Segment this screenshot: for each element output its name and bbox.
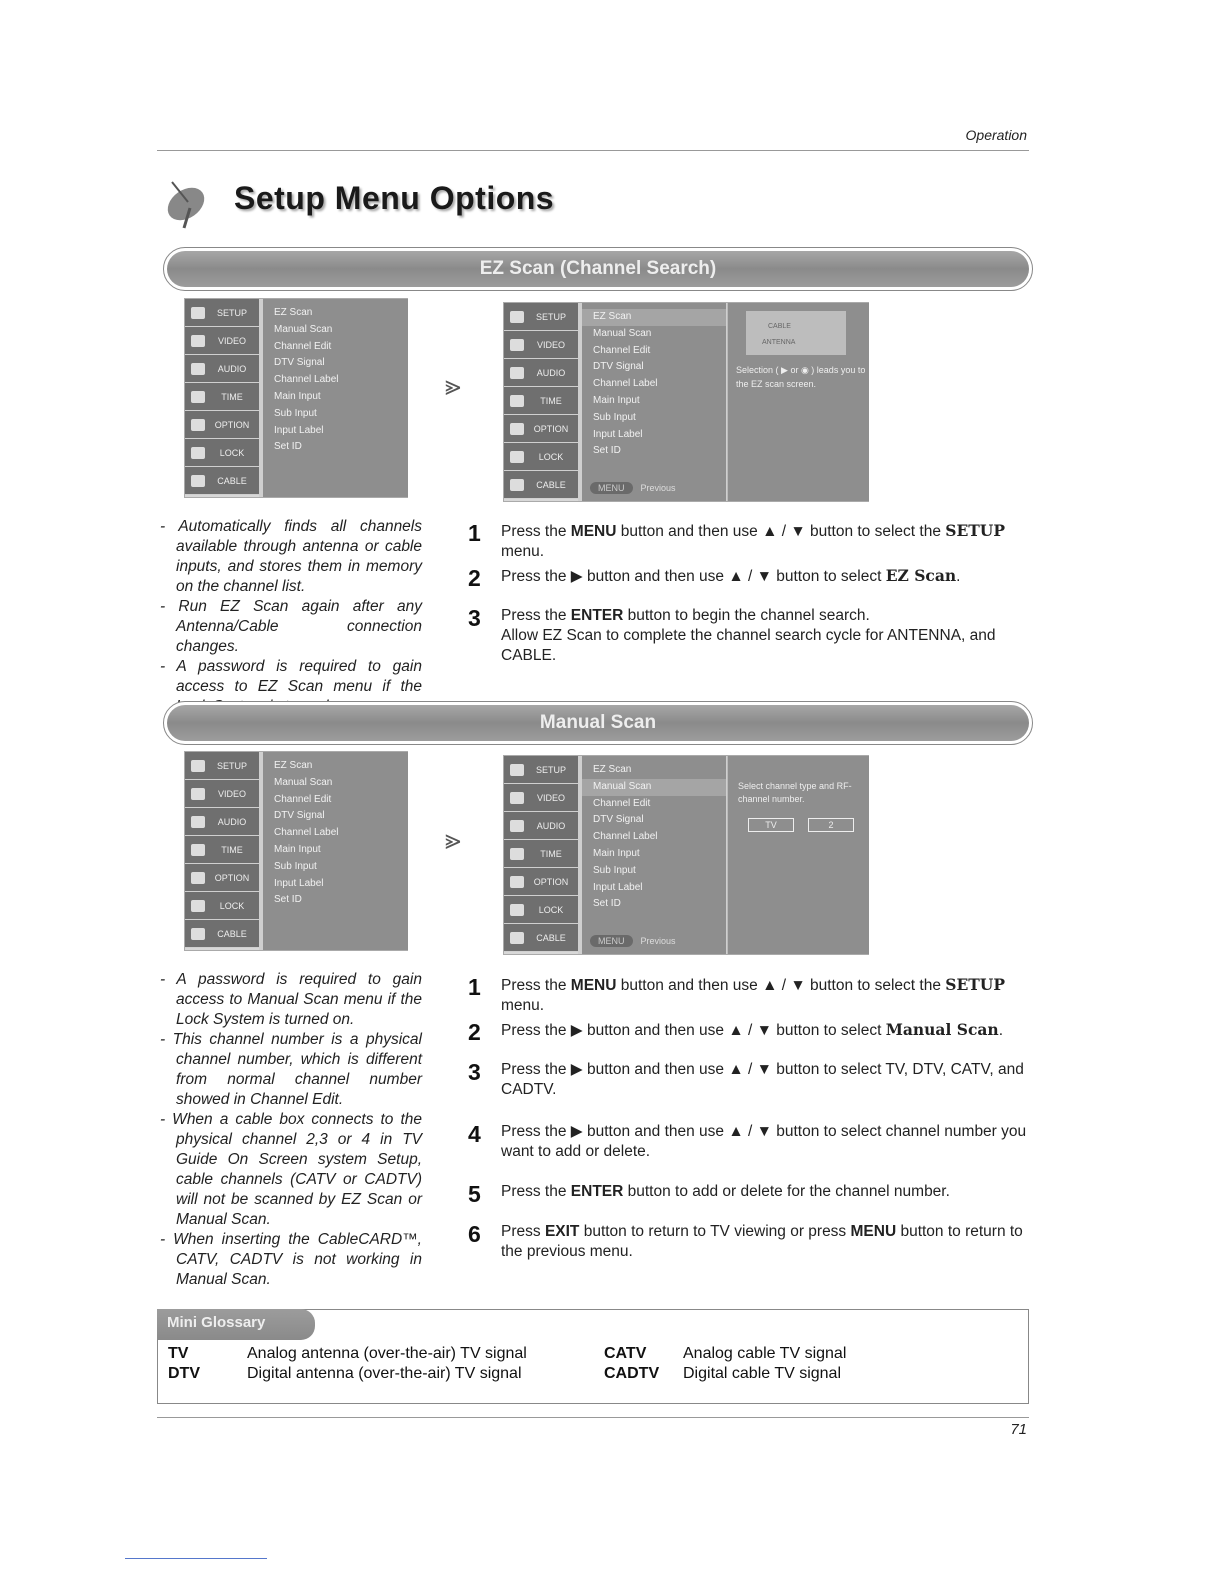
menu-sidebar-setup: SETUP: [504, 303, 578, 331]
glossary-title: Mini Glossary: [157, 1309, 315, 1340]
menu-item-sub-input: Sub Input: [274, 860, 317, 872]
menu-item-ez-scan: EZ Scan: [274, 307, 313, 318]
time-icon: [510, 395, 524, 407]
video-icon: [191, 335, 205, 347]
ez-scan-heading: EZ Scan (Channel Search): [167, 251, 1029, 287]
cable-antenna-diagram: CABLE ANTENNA: [746, 311, 846, 355]
manual-scan-notes: [160, 970, 422, 1290]
menu-sidebar: [185, 299, 259, 497]
lock-icon: [510, 451, 524, 463]
menu-item-channel-edit: Channel Edit: [274, 793, 332, 805]
menu-sidebar-lock: LOCK: [504, 443, 578, 471]
menu-list: [263, 299, 408, 497]
manual-step-5: 5 Press the ENTER button to add or delete for the channel number.: [468, 1181, 950, 1207]
note: - When inserting the CableCARD™, CATV, CADTV is not working in Manual Scan.: [160, 1231, 422, 1288]
menu-sidebar-time: TIME: [185, 836, 259, 864]
menu-item-main-input: Main Input: [593, 847, 640, 859]
menu-item-input-label: Input Label: [593, 881, 643, 893]
menu-item-main-input: Main Input: [593, 394, 640, 406]
audio-icon: [510, 820, 524, 832]
page-number: 71: [1010, 1421, 1027, 1438]
menu-sidebar-audio: AUDIO: [504, 359, 578, 387]
menu-sidebar-lock: LOCK: [185, 892, 259, 920]
menu-item-manual-scan: Manual Scan: [593, 327, 652, 339]
menu-sidebar: [185, 752, 259, 950]
video-icon: [191, 788, 205, 800]
lock-icon: [191, 900, 205, 912]
menu-sidebar-option: OPTION: [185, 411, 259, 439]
menu-sidebar-setup: SETUP: [185, 299, 259, 327]
menu-item-manual-scan: Manual Scan: [274, 323, 333, 335]
menu-item-sub-input: Sub Input: [593, 864, 636, 876]
ez-scan-heading-bar: [163, 247, 1033, 291]
next-arrow-icon: ⪢: [445, 824, 461, 855]
manual-step-2: 2 Press the ▶ button and then use ▲ / ▼ button to select Manual Scan.: [468, 1019, 1004, 1045]
menu-list: [582, 303, 726, 501]
manual-scan-menu-screenshot: [503, 755, 869, 955]
menu-sidebar-video: VIDEO: [504, 331, 578, 359]
menu-item-channel-edit: Channel Edit: [274, 340, 332, 352]
footer-divider: [157, 1417, 1029, 1418]
glossary-definition: Analog cable TV signal: [683, 1345, 847, 1362]
manual-step-1: 1 Press the MENU button and then use ▲ / ▼ button to select the SETUP menu.: [468, 974, 1005, 1014]
menu-sidebar-time: TIME: [185, 383, 259, 411]
note: - When a cable box connects to the physical channel 2,3 or 4 in TV Guide On Screen system Setup, cable channels (CATV or CADTV) will not be scanned by EZ Scan or Manual Scan.: [160, 1111, 422, 1228]
menu-item-sub-input: Sub Input: [274, 407, 317, 419]
menu-sidebar-setup: SETUP: [504, 756, 578, 784]
cable-icon: [510, 479, 524, 491]
menu-sidebar: [504, 756, 578, 954]
ez-scan-menu-screenshot: [503, 302, 869, 502]
menu-item-ez-scan: EZ Scan: [274, 760, 313, 771]
glossary-term: DTV: [168, 1365, 200, 1382]
lock-icon: [510, 904, 524, 916]
menu-sidebar-video: VIDEO: [504, 784, 578, 812]
menu-sidebar-lock: LOCK: [504, 896, 578, 924]
menu-item-channel-edit: Channel Edit: [593, 344, 651, 356]
glossary-term: CADTV: [604, 1365, 660, 1382]
glossary-term: CATV: [604, 1345, 647, 1362]
menu-sidebar-setup: SETUP: [185, 752, 259, 780]
menu-item-channel-label: Channel Label: [593, 831, 658, 843]
menu-sidebar-cable: CABLE: [504, 924, 578, 952]
glossary-definition: Digital cable TV signal: [683, 1365, 842, 1382]
menu-item-channel-edit: Channel Edit: [593, 797, 651, 809]
menu-item-set-id: Set ID: [274, 894, 302, 906]
option-icon: [510, 876, 524, 888]
menu-list: [263, 752, 408, 950]
section-label: Operation: [965, 127, 1027, 143]
ez-scan-notes: [160, 517, 422, 717]
manual-scan-heading: Manual Scan: [167, 705, 1029, 741]
menu-previous: MENU Previous: [582, 932, 722, 950]
menu-item-dtv-signal: DTV Signal: [593, 361, 644, 373]
manual-scan-info-text: Select channel type and RF-channel number.: [738, 781, 852, 804]
audio-icon: [191, 363, 205, 375]
ez-step-3: 3 Press the ENTER button to begin the channel search. Allow EZ Scan to complete the channel search cycle for ANTENNA, and CABLE.: [468, 605, 996, 664]
menu-sidebar-cable: CABLE: [185, 467, 259, 495]
satellite-dish-icon: [160, 176, 216, 230]
menu-item-input-label: Input Label: [274, 424, 324, 436]
menu-sidebar: [504, 303, 578, 501]
option-icon: [510, 423, 524, 435]
menu-list: [582, 756, 726, 954]
channel-type-field: TV: [748, 818, 794, 832]
menu-sidebar-time: TIME: [504, 840, 578, 868]
setup-icon: [510, 764, 524, 776]
menu-sidebar-video: VIDEO: [185, 327, 259, 355]
time-icon: [191, 844, 205, 856]
setup-icon: [510, 311, 524, 323]
glossary-definition: Analog antenna (over-the-air) TV signal: [247, 1345, 527, 1362]
video-icon: [510, 339, 524, 351]
menu-item-main-input: Main Input: [274, 843, 321, 855]
menu-item-channel-label: Channel Label: [274, 374, 339, 386]
video-icon: [510, 792, 524, 804]
menu-sidebar-lock: LOCK: [185, 439, 259, 467]
menu-sidebar-cable: CABLE: [185, 920, 259, 948]
option-icon: [191, 872, 205, 884]
time-icon: [191, 391, 205, 403]
menu-item-set-id: Set ID: [274, 441, 302, 453]
page-title: Setup Menu Options: [234, 180, 555, 216]
note: - Automatically finds all channels available through antenna or cable inputs, and stores them in memory on the channel list.: [160, 518, 422, 595]
menu-item-set-id: Set ID: [593, 445, 621, 457]
note: - A password is required to gain access to Manual Scan menu if the Lock System is turned on.: [160, 971, 422, 1028]
glossary-term: TV: [168, 1345, 189, 1362]
cable-icon: [191, 475, 205, 487]
manual-scan-heading-bar: [163, 701, 1033, 745]
ez-scan-info-panel: [727, 303, 869, 501]
menu-sidebar-option: OPTION: [504, 868, 578, 896]
menu-item-input-label: Input Label: [593, 428, 643, 440]
manual-scan-info-panel: [727, 756, 869, 954]
setup-icon: [191, 760, 205, 772]
menu-previous: MENU Previous: [582, 479, 722, 497]
menu-sidebar-video: VIDEO: [185, 780, 259, 808]
menu-item-dtv-signal: DTV Signal: [274, 810, 325, 822]
channel-number-field: 2: [808, 818, 854, 832]
menu-item-input-label: Input Label: [274, 877, 324, 889]
menu-sidebar-cable: CABLE: [504, 471, 578, 499]
ez-step-1: 1 Press the MENU button and then use ▲ / ▼ button to select the SETUP menu.: [468, 520, 1005, 560]
menu-item-sub-input: Sub Input: [593, 411, 636, 423]
menu-item-ez-scan: EZ Scan: [593, 764, 632, 775]
cable-icon: [510, 932, 524, 944]
setup-menu-screenshot: [184, 751, 408, 951]
menu-sidebar-option: OPTION: [185, 864, 259, 892]
audio-icon: [191, 816, 205, 828]
option-icon: [191, 419, 205, 431]
setup-menu-screenshot: [184, 298, 408, 498]
menu-item-manual-scan: Manual Scan: [582, 779, 726, 796]
header-divider: [157, 150, 1029, 151]
manual-step-3: 3 Press the ▶ button and then use ▲ / ▼ button to select TV, DTV, CATV, and CADTV.: [468, 1059, 1024, 1098]
next-arrow-icon: ⪢: [445, 370, 461, 401]
menu-sidebar-audio: AUDIO: [504, 812, 578, 840]
menu-item-manual-scan: Manual Scan: [274, 776, 333, 788]
menu-item-set-id: Set ID: [593, 898, 621, 910]
menu-sidebar-time: TIME: [504, 387, 578, 415]
menu-item-channel-label: Channel Label: [274, 827, 339, 839]
note: - This channel number is a physical channel number, which is different from normal channel number showed in Channel Edit.: [160, 1031, 422, 1108]
cable-icon: [191, 928, 205, 940]
menu-sidebar-audio: AUDIO: [185, 808, 259, 836]
menu-item-dtv-signal: DTV Signal: [274, 357, 325, 369]
audio-icon: [510, 367, 524, 379]
menu-item-dtv-signal: DTV Signal: [593, 814, 644, 826]
time-icon: [510, 848, 524, 860]
menu-item-main-input: Main Input: [274, 390, 321, 402]
manual-step-4: 4 Press the ▶ button and then use ▲ / ▼ button to select channel number you want to add or delete.: [468, 1121, 1027, 1160]
menu-item-channel-label: Channel Label: [593, 378, 658, 390]
ez-scan-info-text: Selection ( ▶ or ◉ ) leads you to the EZ scan screen.: [736, 365, 866, 389]
manual-step-6: 6 Press EXIT button to return to TV viewing or press MENU button to return to the previous menu.: [468, 1221, 1023, 1260]
footer-rule: [125, 1558, 267, 1559]
menu-sidebar-audio: AUDIO: [185, 355, 259, 383]
mini-glossary: [157, 1309, 1029, 1404]
ez-step-2: 2 Press the ▶ button and then use ▲ / ▼ button to select EZ Scan.: [468, 565, 961, 591]
note: - Run EZ Scan again after any Antenna/Cable connection changes.: [160, 598, 422, 655]
lock-icon: [191, 447, 205, 459]
menu-item-ez-scan: EZ Scan: [582, 309, 726, 326]
menu-sidebar-option: OPTION: [504, 415, 578, 443]
note: - A password is required to gain access to EZ Scan menu if the: [160, 658, 422, 695]
setup-icon: [191, 307, 205, 319]
glossary-definition: Digital antenna (over-the-air) TV signal: [247, 1365, 522, 1382]
